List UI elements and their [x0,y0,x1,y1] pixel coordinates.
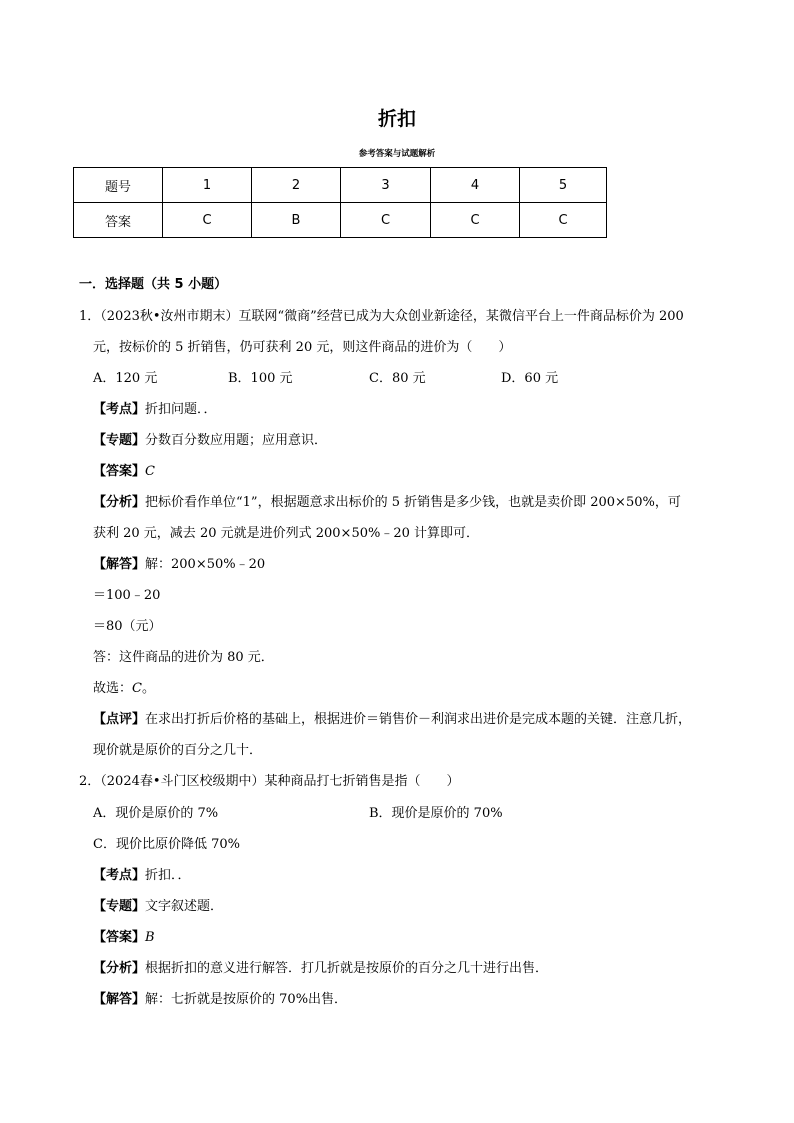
fenxi-tag: 【分析】 [93,495,146,510]
kaodian-tag: 【考点】 [93,402,146,417]
q1-option-b: B．100 元 [228,371,293,386]
q1-answer-line: 答：这件商品的进价为 80 元． [93,650,274,665]
answer-table-header-row [74,168,607,203]
jieda-text: 解：七折就是按原价的 70%出售． [145,992,348,1007]
q1-option-a: A．120 元 [93,371,158,386]
q1-dianping-line1 [93,711,691,729]
dianping-tag: 【点评】 [93,712,146,727]
answer-table [73,167,607,238]
q1-fenxi-line2: 获利 20 元，减去 20 元就是进价列式 200×50%﹣20 计算即可． [93,526,480,541]
table-cell: 2 [252,168,341,203]
q2-kaodian [93,867,191,885]
jieda-tag: 【解答】 [93,992,146,1007]
q1-zhuanti [93,432,327,450]
q2-fenxi [93,960,548,978]
jieda-text: 解：200×50%﹣20 [145,557,266,572]
choice-label: 故选： [93,681,133,696]
jieda-tag: 【解答】 [93,557,146,572]
q2-jieda [93,991,347,1009]
table-cell: 4 [431,168,520,203]
daan-tag: 【答案】 [93,930,146,945]
table-cell: C [163,203,252,238]
table-cell: 答案 [74,203,163,238]
answer-table-answer-row [74,203,607,238]
table-cell: 5 [520,168,607,203]
q1-dianping-line2: 现价就是原价的百分之几十． [93,743,263,758]
q2-daan [93,929,155,947]
q1-daan [93,463,155,481]
q2-option-a: A．现价是原价的 7% [93,806,219,821]
table-cell: C [341,203,431,238]
q1-stem-line1: 1．（2023秋•汝州市期末）互联网“微商”经营已成为大众创业新途径，某微信平台上一件商品标价为 200 [79,309,684,324]
kaodian-text: 折扣．． [145,868,191,883]
q2-option-c: C．现价比原价降低 70% [93,837,240,852]
table-cell: C [520,203,607,238]
q1-jieda [93,556,265,574]
zhuanti-tag: 【专题】 [93,433,146,448]
q1-stem-line2: 元，按标价的 5 折销售，仍可获利 20 元，则这件商品的进价为（ ） [93,340,512,355]
fenxi-text: 根据折扣的意义进行解答．打几折就是按原价的百分之几十进行出售． [145,961,549,976]
section-heading: 一．选择题（共 5 小题） [79,277,228,292]
dianping-text: 在求出打折后价格的基础上，根据进价＝销售价－利润求出进价是完成本题的关键．注意几折， [145,712,692,727]
q1-option-c: C．80 元 [369,371,426,386]
table-cell: B [252,203,341,238]
q1-choice [93,680,155,698]
table-cell: 3 [341,168,431,203]
q2-stem: 2．（2024春•斗门区校级期中）某种商品打七折销售是指（ ） [79,774,460,789]
zhuanti-tag: 【专题】 [93,899,146,914]
choice-value: C [132,681,142,696]
document-title: 折扣 [377,108,416,130]
zhuanti-text: 文字叙述题． [145,899,224,914]
document-subtitle: 参考答案与试题解析 [358,149,436,159]
q1-calc-line3: ＝80（元） [93,619,162,634]
table-cell: 1 [163,168,252,203]
fenxi-tag: 【分析】 [93,961,146,976]
q2-option-b: B．现价是原价的 70% [369,806,503,821]
daan-tag: 【答案】 [93,464,146,479]
q1-calc-line2: ＝100﹣20 [93,588,161,603]
fenxi-text: 把标价看作单位“1”，根据题意求出标价的 5 折销售是多少钱，也就是卖价即 200×50%，可 [145,495,681,510]
zhuanti-text: 分数百分数应用题；应用意识． [145,433,328,448]
daan-text: C [145,464,155,479]
daan-text: B [145,930,155,945]
q2-zhuanti [93,898,223,916]
q1-kaodian [93,401,217,419]
q1-option-d: D．60 元 [501,371,559,386]
q1-fenxi-line1 [93,494,681,512]
table-cell: 题号 [74,168,163,203]
kaodian-tag: 【考点】 [93,868,146,883]
kaodian-text: 折扣问题．． [145,402,217,417]
table-cell: C [431,203,520,238]
choice-end: 。 [141,681,155,696]
